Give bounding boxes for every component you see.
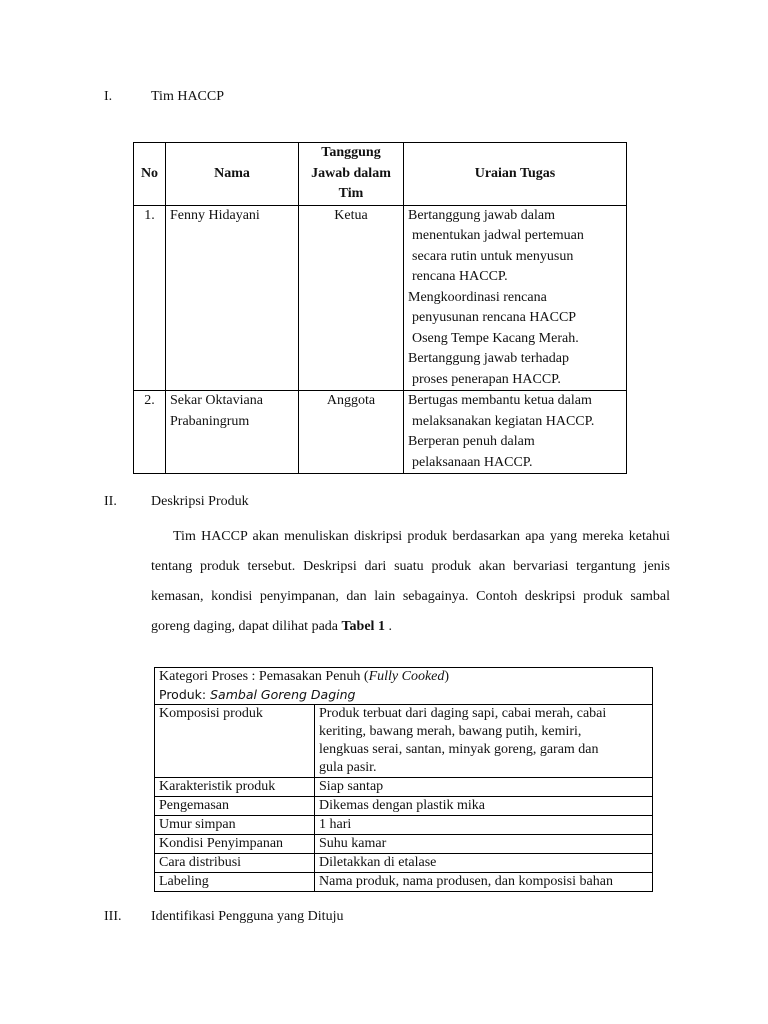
table-header-row — [134, 143, 627, 206]
row-value: Suhu kamar — [315, 835, 653, 854]
row-tugas: Bertanggung jawab dalam menentukan jadwal pertemuan secara rutin untuk menyusun rencana HACCP. Mengkoordinasi rencana penyusunan rencana HACCP Oseng Tempe Kacang Merah. Bertanggung jawab terhadap proses penerapan HACCP. — [404, 205, 627, 391]
row-label: Karakteristik produk — [155, 778, 315, 797]
table-row — [155, 797, 653, 816]
section-title: Deskripsi Produk — [151, 494, 249, 509]
produk-name: Produk: Sambal Goreng Daging — [159, 687, 356, 702]
section-number: II. — [104, 494, 117, 509]
row-value: Nama produk, nama produsen, dan komposisi bahan — [315, 873, 653, 892]
header-no: No — [134, 143, 166, 206]
description-paragraph: Tim HACCP akan menuliskan diskripsi produk berdasarkan apa yang mereka ketahui tentang produk tersebut. Deskripsi dari suatu produk akan bervariasi tergantung jenis kemasan, kondisi penyimpanan, dan lain sebagainya. Contoh deskripsi produk sambal goreng daging, dapat dilihat pada Tabel 1 . — [151, 529, 670, 634]
section-number: III. — [104, 909, 122, 924]
table-row — [155, 835, 653, 854]
row-peran: Ketua — [299, 205, 404, 391]
table-row — [155, 705, 653, 778]
section-title: Tim HACCP — [151, 89, 225, 104]
kategori-proses: Kategori Proses : Pemasakan Penuh (Fully Cooked) Produk: Sambal Goreng Daging — [155, 668, 653, 705]
row-label: Komposisi produk — [155, 705, 315, 778]
row-tugas: Bertugas membantu ketua dalam melaksanakan kegiatan HACCP. Berperan penuh dalam pelaksanaan HACCP. — [404, 391, 627, 474]
table-caption-row — [155, 668, 653, 705]
row-label: Pengemasan — [155, 797, 315, 816]
product-description-table — [154, 667, 653, 892]
table-row — [155, 873, 653, 892]
table-row — [155, 854, 653, 873]
row-label: Kondisi Penyimpanan — [155, 835, 315, 854]
table-row — [155, 816, 653, 835]
row-value: Produk terbuat dari daging sapi, cabai merah, cabai keriting, bawang merah, bawang putih, kemiri, lengkuas serai, santan, minyak goreng, garam dan gula pasir. — [315, 705, 653, 778]
table-row — [155, 778, 653, 797]
row-label: Cara distribusi — [155, 854, 315, 873]
table-row — [134, 391, 627, 474]
row-label: Umur simpan — [155, 816, 315, 835]
header-nama: Nama — [166, 143, 299, 206]
section-title: Identifikasi Pengguna yang Dituju — [151, 909, 344, 924]
row-value: Diletakkan di etalase — [315, 854, 653, 873]
row-value: 1 hari — [315, 816, 653, 835]
row-no: 2. — [134, 391, 166, 474]
row-nama: Fenny Hidayani — [166, 205, 299, 391]
row-nama: Sekar Oktaviana Prabaningrum — [166, 391, 299, 474]
row-value: Siap santap — [315, 778, 653, 797]
row-label: Labeling — [155, 873, 315, 892]
row-no: 1. — [134, 205, 166, 391]
table-reference: Tabel 1 — [341, 619, 385, 634]
row-value: Dikemas dengan plastik mika — [315, 797, 653, 816]
haccp-team-table — [133, 142, 627, 474]
header-tanggung-jawab: Tanggung Jawab dalam Tim — [299, 143, 404, 206]
row-peran: Anggota — [299, 391, 404, 474]
table-row — [134, 205, 627, 391]
section-number: I. — [104, 89, 113, 104]
header-uraian-tugas: Uraian Tugas — [404, 143, 627, 206]
